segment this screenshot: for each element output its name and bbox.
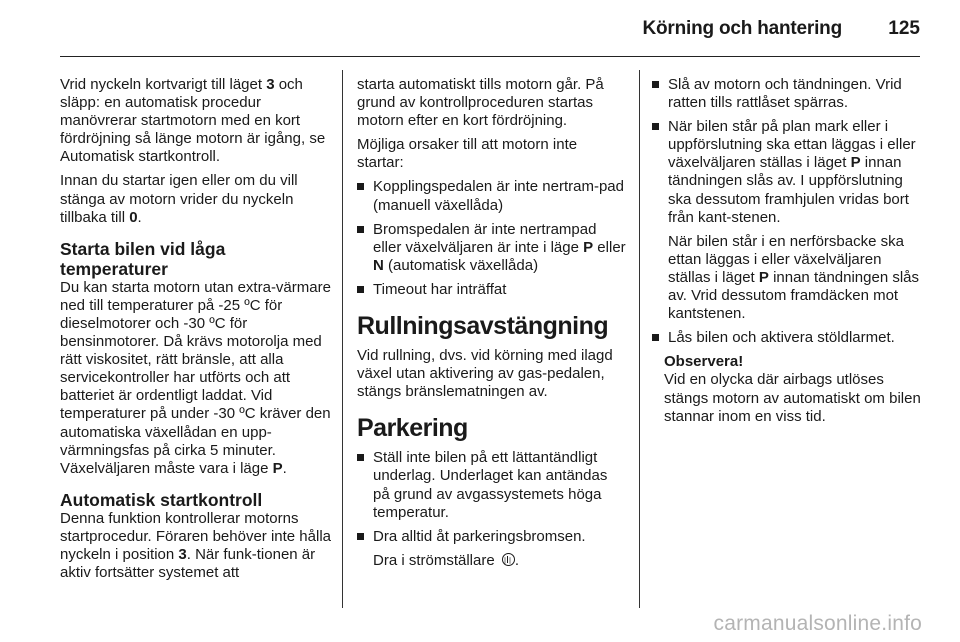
restart-paragraph: Innan du startar igen eller om du vill stänga av motorn vrider du nyckeln tillbaka till 0.	[60, 172, 298, 226]
list-item: Dra alltid åt parkeringsbromsen.	[357, 528, 627, 546]
column-2	[357, 76, 627, 576]
section-title: Körning och hantering	[642, 18, 842, 39]
causes-list	[357, 178, 627, 299]
coasting-paragraph: Vid rullning, dvs. vid körning med ilagd växel utan aktivering av gas-pedalen, stängs bränslematningen av.	[357, 347, 613, 401]
cold-start-paragraph: Du kan starta motorn utan extra-värmare ned till temperaturer på -25 ºC för dieselmotorer och -30 ºC för bensinmotorer. Då krävs motorolja med rätt viskositet, rätt bränsle, att alla servicekontroller har utförts och att batteriet är ordentligt laddat. Vid temperaturer på under -30 ºC kräver den automatiska växellådan en upp-värmningsfas på cirka 5 minuter. Växelväljaren måste vara i läge P.	[60, 278, 331, 477]
list-item: När bilen står på plan mark eller i uppförslutning ska ettan läggas i eller växelväljaren ställas i läget P innan tändningen slås av. I uppförslutning ska dessutom framhjulen vridas bort från kant-stenen.	[652, 118, 924, 227]
column-divider-1	[342, 70, 343, 608]
note-text: Vid en olycka där airbags utlöses stängs motorn av automatiskt om bilen stannar inom en viss tid.	[664, 371, 921, 425]
coasting-heading: Rullningsavstängning	[357, 312, 609, 341]
column-1	[60, 76, 332, 588]
continued-paragraph: starta automatiskt tills motorn går. På grund av kontrollproceduren startas motorn efter en kort fördröjning.	[357, 76, 604, 130]
lock-list	[652, 329, 924, 347]
column-divider-2	[639, 70, 640, 608]
watermark: carmanualsonline.info	[713, 612, 922, 635]
column-3	[652, 76, 924, 432]
parking-brake-instruction: Dra i strömställare .	[373, 551, 520, 569]
list-item: Slå av motorn och tändningen. Vrid ratten tills rattlåset spärras.	[652, 76, 924, 112]
causes-paragraph: Möjliga orsaker till att motorn inte startar:	[357, 136, 578, 172]
page-number: 125	[888, 18, 920, 39]
parking-steps-list	[652, 76, 924, 227]
note-title: Observera!	[664, 353, 744, 371]
list-item: Timeout har inträffat	[357, 281, 627, 299]
auto-start-paragraph: Denna funktion kontrollerar motorns startprocedur. Föraren behöver inte hålla nyckeln i position 3. När funk-tionen är aktiv fortsätter systemet att	[60, 509, 331, 582]
parking-brake-switch-icon	[502, 553, 515, 566]
note-block	[652, 353, 924, 425]
list-item: Lås bilen och aktivera stöldlarmet.	[652, 329, 924, 347]
parking-list	[357, 449, 627, 545]
parking-heading: Parkering	[357, 414, 468, 443]
list-item: Ställ inte bilen på ett lättantändligt underlag. Underlaget kan antändas på grund av avgassystemets höga temperatur.	[357, 449, 627, 521]
list-item: Bromspedalen är inte nertrampad eller växelväljaren är inte i läge P eller N (automatisk växellåda)	[357, 221, 627, 275]
page-header	[0, 0, 960, 60]
auto-start-heading: Automatisk startkontroll	[60, 489, 263, 510]
header-divider	[60, 56, 920, 57]
intro-paragraph: Vrid nyckeln kortvarigt till läget 3 och släpp: en automatisk procedur manövrerar startmotorn med en kort fördröjning så länge motorn är igång, se Automatisk startkontroll.	[60, 76, 326, 166]
downhill-paragraph: När bilen står i en nerförsbacke ska ettan läggas i eller växelväljaren ställas i läget P innan tändningen slås av. Vrid dessutom framdäcken mot kantstenen.	[668, 232, 920, 323]
cold-start-heading: Starta bilen vid låga temperaturer	[60, 238, 226, 279]
list-item: Kopplingspedalen är inte nertram-pad (manuell växellåda)	[357, 178, 627, 214]
